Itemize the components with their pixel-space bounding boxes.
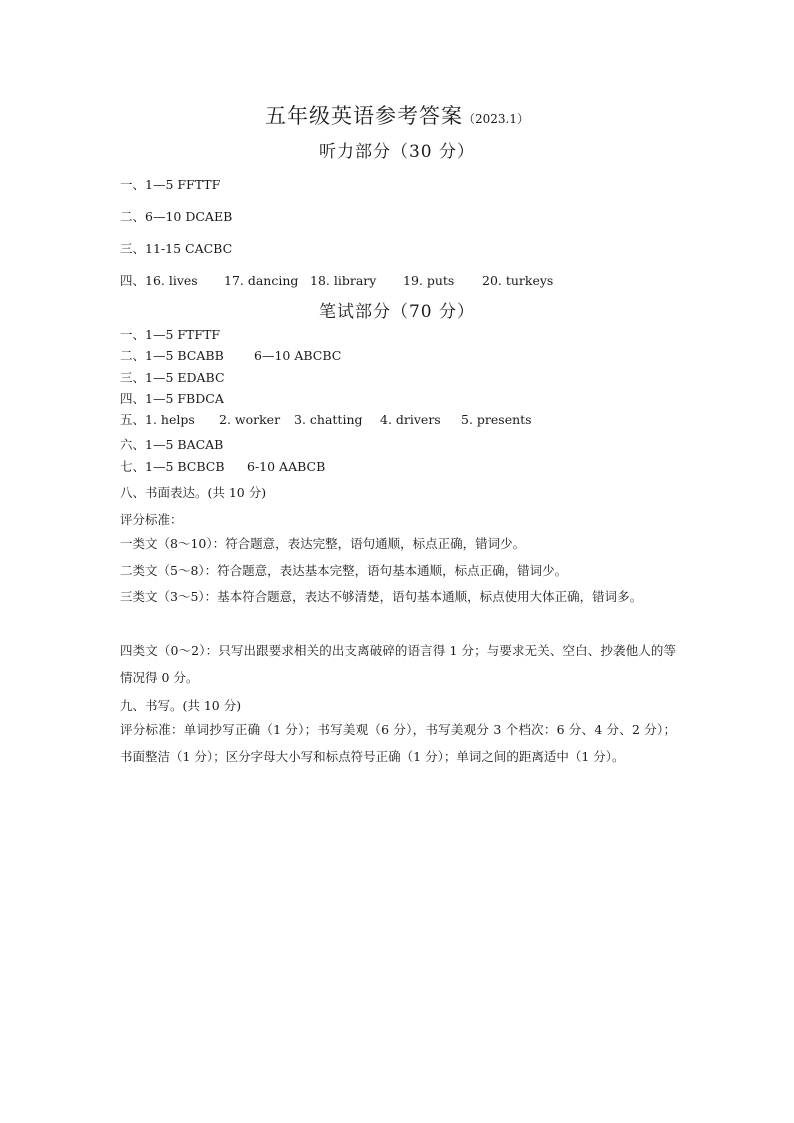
written-item-5-d: 5. presents: [461, 412, 532, 427]
listening-item-3: 三、11-15 CACBC: [120, 241, 233, 256]
written-item-9: 九、书写。(共 10 分): [120, 698, 242, 713]
written-item-5-a: 2. worker: [219, 412, 281, 427]
written-item-2: [120, 346, 341, 364]
title-text: 五年级英语参考答案: [265, 104, 463, 128]
page-title: [0, 100, 794, 130]
title-date: （2023.1）: [463, 112, 529, 126]
listening-item-4-c: 19. puts: [403, 273, 455, 288]
criteria-class-2: 二类文（5～8）：符合题意，表达基本完整，语句基本通顺，标点正确，错词少。: [120, 563, 568, 578]
writing-criteria-label: 评分标准：: [120, 512, 183, 527]
listening-heading: 听力部分（30 分）: [318, 142, 476, 162]
handwriting-criteria: 评分标准：单词抄写正确（1 分）；书写美观（6 分），书写美观分 3 个档次：6 分、4 分、2 分）；书面整洁（1 分）；区分字母大小写和标点符号正确（1 分）；单词之间的距离适中（1 分）。: [120, 722, 676, 764]
written-item-5-prefix: 五、1. helps: [120, 412, 195, 427]
listening-item-4-a: 17. dancing: [224, 273, 299, 288]
listening-item-4-prefix: 四、16. lives: [120, 273, 198, 288]
written-item-2-a: 二、1—5 BCABB: [120, 348, 224, 363]
written-item-4: 四、1—5 FBDCA: [120, 391, 224, 406]
written-item-6: 六、1—5 BACAB: [120, 437, 224, 452]
listening-item-4-d: 20. turkeys: [482, 273, 554, 288]
listening-item-1: 一、1—5 FFTTF: [120, 177, 221, 192]
written-item-7-b: 6-10 AABCB: [247, 459, 326, 474]
criteria-class-4: 四类文（0～2）：只写出跟要求相关的出支离破碎的语言得 1 分；与要求无关、空白、抄袭他人的等情况得 0 分。: [120, 643, 676, 685]
listening-item-4: [120, 271, 553, 289]
written-item-5-c: 4. drivers: [380, 412, 441, 427]
written-item-7: [120, 457, 325, 475]
written-item-1: 一、1—5 FTFTF: [120, 327, 221, 342]
written-item-2-b: 6—10 ABCBC: [254, 348, 342, 363]
written-item-3: 三、1—5 EDABC: [120, 370, 225, 385]
listening-item-4-b: 18. library: [310, 273, 377, 288]
written-item-8: 八、书面表达。(共 10 分): [120, 485, 267, 500]
written-heading: 笔试部分（70 分）: [318, 302, 476, 322]
written-item-5-b: 3. chatting: [294, 412, 363, 427]
written-item-5: [120, 410, 532, 428]
criteria-class-1: 一类文（8～10）：符合题意，表达完整，语句通顺，标点正确，错词少。: [120, 536, 526, 551]
listening-item-2: 二、6—10 DCAEB: [120, 209, 233, 224]
written-item-7-a: 七、1—5 BCBCB: [120, 459, 225, 474]
criteria-class-3: 三类文（3～5）：基本符合题意，表达不够清楚，语句基本通顺，标点使用大体正确，错词多。: [120, 589, 643, 604]
